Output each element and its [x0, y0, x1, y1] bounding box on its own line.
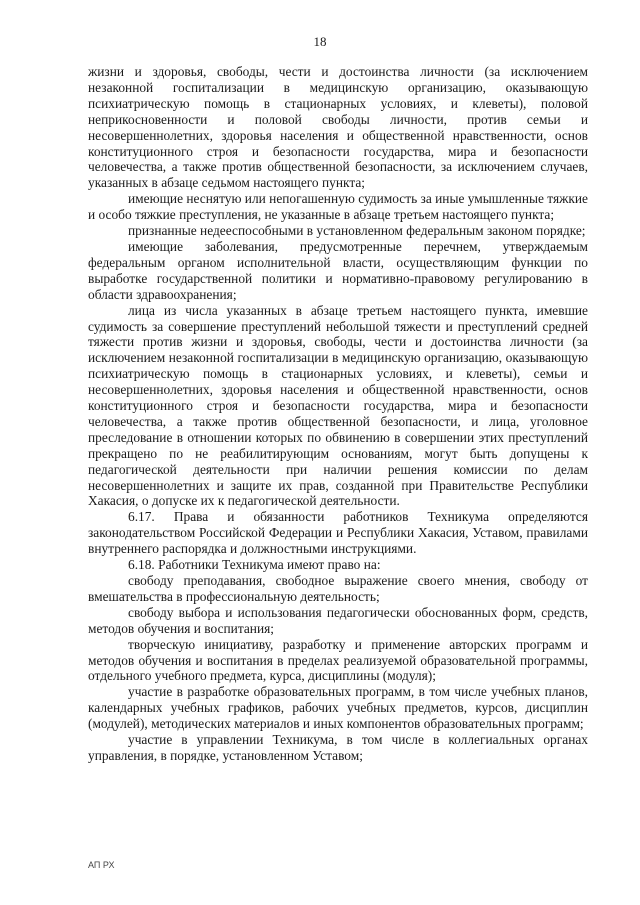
paragraph: лица из числа указанных в абзаце третьем настоящего пункта, имевшие судимость за совершение преступлений небольшой тяжести и преступлений средней тяжести против жизни и здоровья, свободы, чести и достоинства личности (за исключением незаконной госпитализации в медицинскую организацию, оказывающую психиатрическую помощь в стационарных условиях, и клеветы), семьи и несовершеннолетних, здоровья населения и общественной нравственности, основ конституционного строя и безопасности государства, мира и безопасности человечества, а также против общественной безопасности, и лица, уголовное преследование в отношении которых по обвинению в совершении этих преступлений прекращено по не реабилитирующим основаниям, могут быть допущены к педагогической деятельности при наличии решения комиссии по делам несовершеннолетних и защите их прав, созданной при Правительстве Республики Хакасия, о допуске их к педагогической деятельности.	[88, 302, 588, 509]
paragraph: признанные недееспособными в установленном федеральным законом порядке;	[128, 223, 586, 239]
paragraph: участие в разработке образовательных программ, в том числе учебных планов, календарных учебных графиков, рабочих учебных предметов, курсов, дисциплин (модулей), методических материалов и иных компонентов образовательных программ;	[88, 684, 588, 732]
paragraph: имеющие неснятую или непогашенную судимость за иные умышленные тяжкие и особо тяжкие преступления, не указанные в абзаце третьем настоящего пункта;	[88, 191, 588, 223]
paragraph: участие в управлении Техникума, в том числе в коллегиальных органах управления, в порядке, установленном Уставом;	[88, 732, 588, 763]
paragraph: свободу выбора и использования педагогически обоснованных форм, средств, методов обучения и воспитания;	[88, 604, 588, 636]
paragraph-6-18: 6.18. Работники Техникума имеют право на:	[128, 557, 381, 573]
paragraph-continuation: жизни и здоровья, свободы, чести и достоинства личности (за исключением незаконной госпитализации в медицинскую организацию, оказывающую психиатрическую помощь в стационарных условиях, и клеветы), половой неприкосновенности и половой свободы личности, против семьи и несовершеннолетних, здоровья населения и общественной нравственности, основ конституционного строя и безопасности государства, мира и безопасности человечества, а также против общественной безопасности, за исключением случаев, указанных в абзаце седьмом настоящего пункта;	[88, 64, 588, 191]
paragraph: свободу преподавания, свободное выражение своего мнения, свободу от вмешательства в профессиональную деятельность;	[88, 573, 588, 604]
page-body	[88, 64, 588, 764]
paragraph-6-17: 6.17. Права и обязанности работников Техникума определяются законодательством Российской Федерации и Республики Хакасия, Уставом, правилами внутреннего распорядка и должностными инструкциями.	[88, 509, 588, 557]
paragraph: творческую инициативу, разработку и применение авторских программ и методов обучения и воспитания в пределах реализуемой образовательной программы, отдельного учебного предмета, курса, дисциплины (модуля);	[88, 636, 588, 684]
footer-mark: АП РХ	[88, 860, 115, 870]
paragraph: имеющие заболевания, предусмотренные перечнем, утверждаемым федеральным органом исполнительной власти, осуществляющим функции по выработке государственной политики и нормативно-правовому регулированию в области здравоохранения;	[88, 238, 588, 302]
page-number: 18	[313, 34, 327, 49]
